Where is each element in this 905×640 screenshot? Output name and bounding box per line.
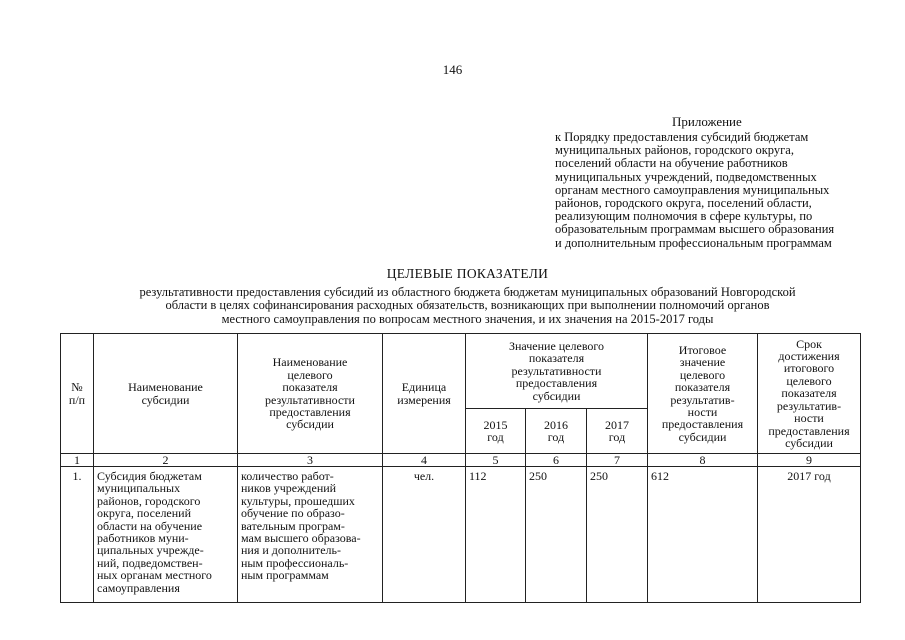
- appendix-text: к Порядку предоставления субсидий бюджетам муниципальных районов, городского округа, поселений области на обучение работников муниципальных учреждений, подведомственных органам местного самоуправления муниципальных районов, городского округа, поселений области, реализующим полномочия в сфере культуры, по образовательным программам высшего образования и дополнительным профессиональным программам: [555, 130, 835, 250]
- column-number: 8: [648, 454, 758, 467]
- column-numbers-row: [61, 454, 861, 467]
- cell-final-value: 612: [648, 467, 758, 603]
- column-number: 5: [466, 454, 526, 467]
- column-number: 3: [238, 454, 383, 467]
- cell-subsidy-name: Субсидия бюджетам муниципальных районов, городского округа, поселений области на обучение работников муни- ципальных учрежде- ний, подведомствен- ных органам местного самоуправления: [94, 467, 238, 603]
- header-value-group: Значение целевого показателя результативности предоставления субсидии: [466, 334, 648, 409]
- cell-value-2017: 250: [587, 467, 648, 603]
- cell-value-2016: 250: [526, 467, 587, 603]
- table-header-row: [61, 334, 861, 409]
- header-indicator-name: Наименование целевого показателя результативности предоставления субсидии: [238, 334, 383, 454]
- cell-unit: чел.: [383, 467, 466, 603]
- header-subsidy-name: Наименование субсидии: [94, 334, 238, 454]
- cell-value-2015: 112: [466, 467, 526, 603]
- table-row: [61, 467, 861, 603]
- column-number: 2: [94, 454, 238, 467]
- column-number: 9: [758, 454, 861, 467]
- appendix-heading: Приложение: [672, 114, 742, 129]
- header-year-2017: 2017 год: [587, 409, 648, 454]
- header-unit: Единица измерения: [383, 334, 466, 454]
- document-title: ЦЕЛЕВЫЕ ПОКАЗАТЕЛИ: [386, 266, 549, 281]
- page-number: 146: [442, 62, 463, 77]
- header-num: № п/п: [61, 334, 94, 454]
- cell-num: 1.: [61, 467, 94, 603]
- column-number: 6: [526, 454, 587, 467]
- header-final-value: Итоговое значение целевого показателя результатив- ности предоставления субсидии: [648, 334, 758, 454]
- column-number: 7: [587, 454, 648, 467]
- header-deadline: Срок достижения итогового целевого показателя результатив- ности предоставления субсидии: [758, 334, 861, 454]
- cell-indicator-name: количество работ- ников учреждений культуры, прошедших обучение по образо- вательным програм- мам высшего образова- ния и дополнитель- ным профессиональ- ным программам: [238, 467, 383, 603]
- header-year-2015: 2015 год: [466, 409, 526, 454]
- column-number: 1: [61, 454, 94, 467]
- document-subtitle: результативности предоставления субсидий из областного бюджета бюджетам муниципальных образований Новгородской области в целях софинансирования расходных обязательств, возникающих при выполнении полномочий органов местного самоуправления по вопросам местного значения, и их значения на 2015-2017 годы: [139, 285, 796, 326]
- column-number: 4: [383, 454, 466, 467]
- header-year-2016: 2016 год: [526, 409, 587, 454]
- cell-deadline: 2017 год: [758, 467, 861, 603]
- indicators-table: [60, 333, 861, 603]
